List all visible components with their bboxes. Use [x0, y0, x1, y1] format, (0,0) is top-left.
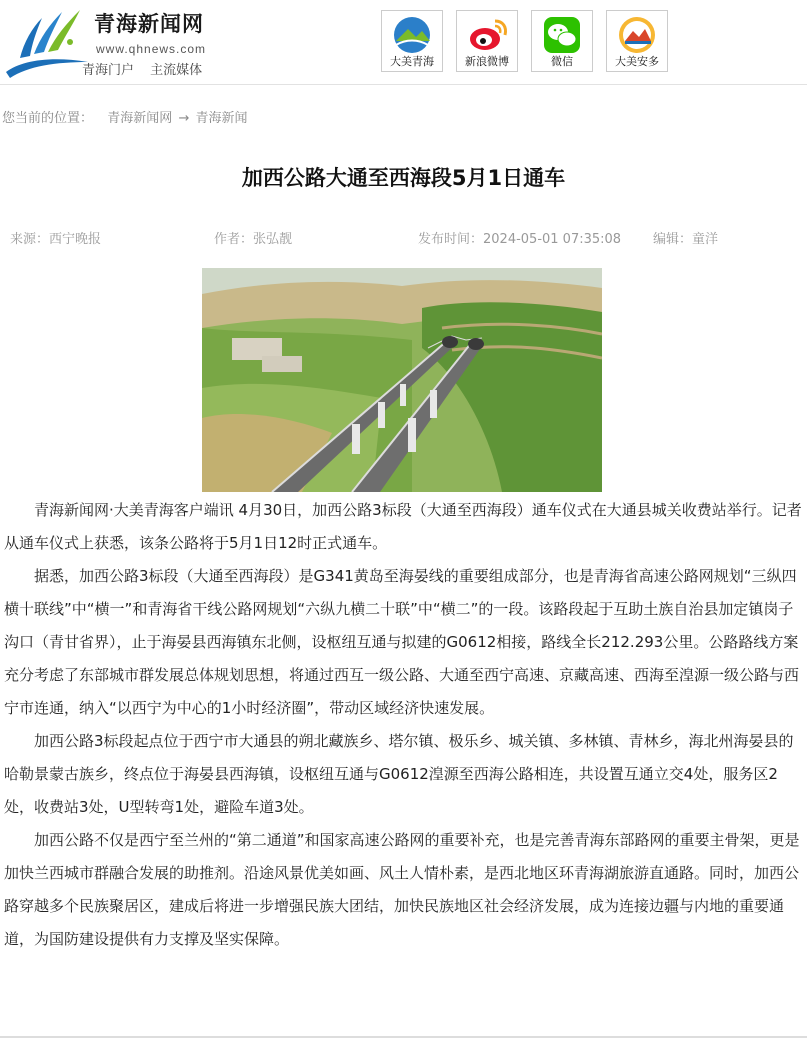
social-label: 微信 [551, 55, 573, 68]
slogan-part: 主流媒体 [150, 63, 203, 78]
article-source: 来源：西宁晚报 [10, 232, 102, 247]
social-link-qinghai-app[interactable] [381, 10, 443, 72]
article-paragraph: 青海新闻网·大美青海客户端讯 4月30日，加西公路3标段（大通至西海段）通车仪式在大通县城关收费站举行。记者从通车仪式上获悉，该条公路将于5月1日12时正式通车。 [4, 501, 802, 552]
article-photo [202, 268, 602, 492]
article-published-time: 发布时间：2024-05-01 07:35:08 [418, 232, 622, 247]
footer-divider [0, 1036, 807, 1038]
weibo-icon [465, 15, 509, 55]
article-paragraph: 据悉，加西公路3标段（大通至西海段）是G341黄岛至海晏线的重要组成部分，也是青海省高速公路网规划“三纵四横十联线”中“横一”和青海省干线公路网规划“六纵九横二十联”中“横二”的一段。该路段起于互助土族自治县加定镇岗子沟口（青甘省界），止于海晏县西海镇东北侧，设枢纽互通与拟建的G0612相接，路线全长212.293公里。公路路线方案充分考虑了东部城市群发展总体规划思想，将通过西互一级公路、大通至西宁高速、京藏高速、西海至湟源一级公路与西宁市连通，纳入“以西宁为中心的1小时经济圈”，带动区域经济快速发展。 [4, 567, 800, 717]
article-paragraph: 加西公路3标段起点位于西宁市大通县的朔北藏族乡、塔尔镇、极乐乡、城关镇、多林镇、青林乡，海北州海晏县的哈勒景蒙古族乡，终点位于海晏县西海镇，设枢纽互通与G0612湟源至西海公路相连，共设置互通立交4处，服务区2处，收费站3处，U型转弯1处，避险车道3处。 [4, 732, 794, 816]
social-link-wechat[interactable] [531, 10, 593, 72]
breadcrumb-link-home[interactable]: 青海新闻网 [107, 111, 173, 126]
article-body [4, 494, 803, 956]
breadcrumb-link-qinghai-news[interactable]: 青海新闻 [195, 111, 248, 126]
social-label: 大美安多 [615, 55, 659, 68]
breadcrumb-separator: → [178, 111, 190, 126]
amdo-app-icon [615, 15, 659, 55]
social-link-weibo[interactable] [456, 10, 518, 72]
wechat-icon [540, 15, 584, 55]
breadcrumb-prefix: 您当前的位置： [2, 111, 94, 126]
breadcrumb [2, 107, 248, 126]
article-title: 加西公路大通至西海段5月1日通车 [241, 166, 566, 190]
logo-swoosh-icon [2, 2, 92, 80]
header-divider [0, 84, 807, 85]
site-url: www.qhnews.com [96, 42, 207, 56]
article-author: 作者：张弘靓 [214, 232, 293, 247]
site-slogan [82, 59, 214, 78]
article-paragraph: 加西公路不仅是西宁至兰州的“第二通道”和国家高速公路网的重要补充，也是完善青海东部路网的重要主骨架，更是加快兰西城市群融合发展的助推剂。沿途风景优美如画、风土人情朴素，是西北地区环青海湖旅游直通路。同时，加西公路穿越多个民族聚居区，建成后将进一步增强民族大团结，加快民族地区社会经济发展，成为连接边疆与内地的重要通道，为国防建设提供有力支撑及坚实保障。 [4, 831, 800, 948]
site-name: 青海新闻网 [94, 12, 204, 36]
social-label: 大美青海 [390, 55, 434, 68]
slogan-part: 青海门户 [82, 63, 135, 78]
site-header [0, 0, 807, 84]
qinghai-app-icon [390, 15, 434, 55]
article-editor: 编辑：童洋 [653, 232, 719, 247]
social-link-amdo-app[interactable] [606, 10, 668, 72]
site-logo[interactable] [2, 2, 242, 82]
social-label: 新浪微博 [465, 55, 509, 68]
